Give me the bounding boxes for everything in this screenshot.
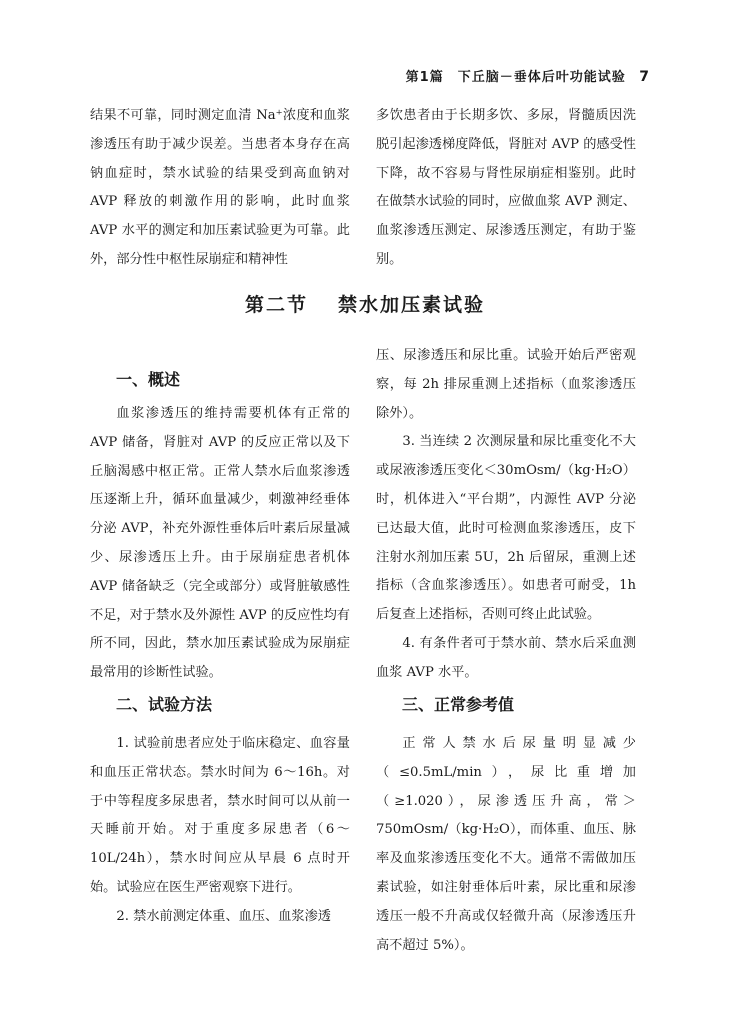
method-step-2-continued: 压、尿渗透压和尿比重。试验开始后严密观察，每 2h 排尿重测上述指标（血浆渗透压除外）。 (376, 348, 636, 421)
overview-heading: 一、概述 (116, 370, 181, 389)
section-name: 禁水加压素试验 (338, 294, 486, 316)
method-step-4: 4. 有条件者可于禁水前、禁水后采血测血浆 AVP 水平。 (376, 635, 636, 680)
method-step-1: 1. 试验前患者应处于临床稳定、血容量和血压正常状态。禁水时间为 6～16h。对于中等程度多尿患者，禁水时间可以从前一天睡前开始。对于重度多尿患者（6～10L/24h），禁水时间应从早晨 6 点时开始。试验应在医生严密观察下进行。 (90, 736, 350, 895)
section-number: 第二节 (244, 294, 308, 316)
top-right-paragraph: 多饮患者由于长期多饮、多尿，肾髓质因洗脱引起渗透梯度降低，肾脏对 AVP 的感受性下降，故不容易与肾性尿崩症相鉴别。此时在做禁水试验的同时，应做血浆 AVP 测定、血浆渗透压测定、尿渗透压测定，有助于鉴别。 (376, 108, 636, 267)
method-step-2-start: 2. 禁水前测定体重、血压、血浆渗透 (116, 908, 331, 924)
method-left-column (90, 730, 350, 932)
reference-heading: 三、正常参考值 (402, 695, 515, 714)
section-title (0, 290, 730, 317)
reference-column (376, 730, 636, 960)
top-right-column (376, 102, 636, 275)
running-header (406, 66, 650, 85)
method-heading: 二、试验方法 (116, 695, 213, 714)
method-step-3: 3. 当连续 2 次测尿量和尿比重变化不大或尿液渗透压变化＜30mOsm/（kg·H₂O）时，机体进入“平台期”，内源性 AVP 分泌已达最大值，此时可检测血浆渗透压，皮下注射水剂加压素 5U，2h 后留尿，重测上述指标（含血浆渗透压）。如患者可耐受，1h 后复查上述指标，否则可终止此试验。 (376, 434, 636, 623)
overview-paragraph: 血浆渗透压的维持需要机体有正常的 AVP 储备，肾脏对 AVP 的反应正常以及下丘脑渴感中枢正常。正常人禁水后血浆渗透压逐渐上升，循环血量减少，刺激神经垂体分泌 AVP，补充外源性垂体后叶素后尿量减少、尿渗透压上升。由于尿崩症患者机体 AVP 储备缺乏（完全或部分）或肾脏敏感性不足，对于禁水及外源性 AVP 的反应性均有所不同，因此，禁水加压素试验成为尿崩症最常用的诊断性试验。 (90, 406, 350, 681)
running-title: 第1篇 下丘脑－垂体后叶功能试验 (405, 70, 626, 85)
top-left-column (90, 102, 350, 275)
top-left-paragraph: 结果不可靠，同时测定血清 Na⁺浓度和血浆渗透压有助于减少误差。当患者本身存在高钠血症时，禁水试验的结果受到高血钠对 AVP 释放的刺激作用的影响，此时血浆 AVP 水平的测定和加压素试验更为可靠。此外，部分性中枢性尿崩症和精神性 (90, 108, 350, 267)
method-right-column (376, 342, 636, 688)
overview-column (90, 400, 350, 688)
reference-paragraph: 正常人禁水后尿量明显减少（≤0.5mL/min），尿比重增加（≥1.020），尿渗透压升高，常＞750mOsm/（kg·H₂O），而体重、血压、脉率及血浆渗透压变化不大。通常不需做加压素试验，如注射垂体后叶素，尿比重和尿渗透压一般不升高或仅轻微升高（尿渗透压升高不超过 5%）。 (376, 736, 636, 953)
page-number: 7 (639, 69, 650, 85)
